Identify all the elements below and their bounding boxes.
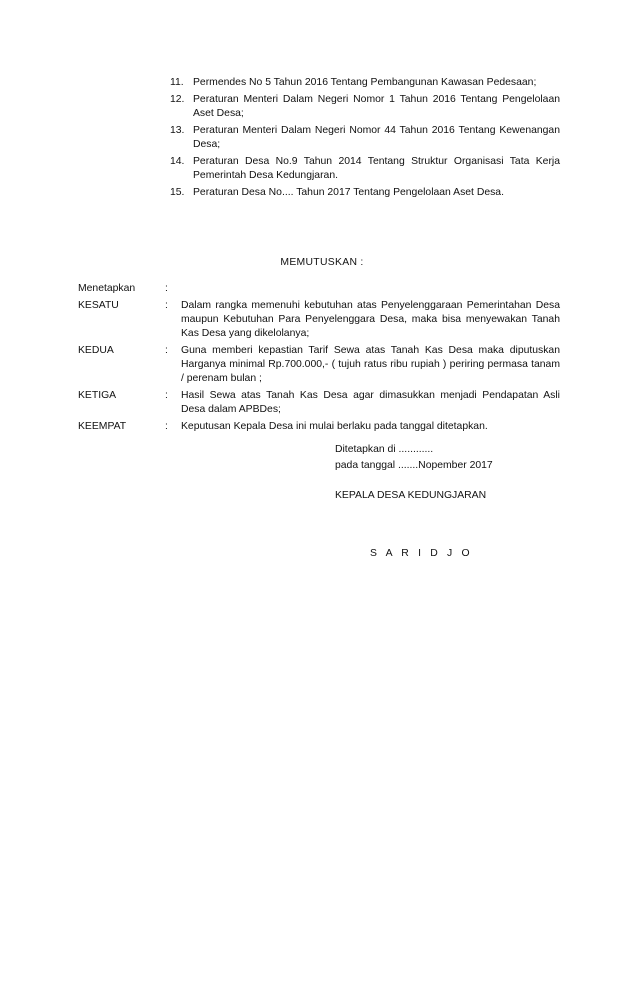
signature-place-line: Ditetapkan di ............ (335, 444, 434, 455)
decision-colon: : (165, 390, 168, 401)
reference-number: 12. (170, 94, 185, 105)
decision-title: MEMUTUSKAN : (280, 257, 364, 268)
reference-item (170, 186, 560, 200)
signature-date-line: pada tanggal .......Nopember 2017 (335, 460, 493, 471)
reference-text: Peraturan Menteri Dalam Negeri Nomor 44 Tahun 2016 Tentang Kewenangan Desa; (193, 125, 560, 150)
legal-references-list (170, 76, 560, 203)
decision-text: Hasil Sewa atas Tanah Kas Desa agar dimasukkan menjadi Pendapatan Asli Desa dalam APBDes; (181, 390, 560, 415)
reference-number: 14. (170, 156, 185, 167)
decision-row-kedua (78, 344, 560, 386)
signer-name: S A R I D J O (370, 548, 473, 559)
reference-text: Peraturan Menteri Dalam Negeri Nomor 1 Tahun 2016 Tentang Pengelolaan Aset Desa; (193, 94, 560, 119)
reference-item (170, 76, 560, 90)
reference-number: 13. (170, 125, 185, 136)
decision-row-ketiga (78, 389, 560, 417)
decision-row-kesatu (78, 299, 560, 341)
decisions-section (78, 282, 560, 437)
decision-colon: : (165, 345, 168, 356)
reference-text: Peraturan Desa No.... Tahun 2017 Tentang Pengelolaan Aset Desa. (193, 187, 504, 198)
decision-colon: : (165, 283, 168, 294)
decision-text: Keputusan Kepala Desa ini mulai berlaku pada tanggal ditetapkan. (181, 421, 488, 432)
decision-label: KEEMPAT (78, 421, 127, 432)
reference-item (170, 155, 560, 183)
decision-text: Dalam rangka memenuhi kebutuhan atas Penyelenggaraan Pemerintahan Desa maupun Kebutuhan Para Penyelenggara Desa, maka bisa menyewakan Tanah Kas Desa yang dikelolanya; (181, 300, 560, 339)
reference-text: Peraturan Desa No.9 Tahun 2014 Tentang Struktur Organisasi Tata Kerja Pemerintah Desa Kedungjaran. (193, 156, 560, 181)
decision-row-menetapkan (78, 282, 560, 296)
decision-text: Guna memberi kepastian Tarif Sewa atas Tanah Kas Desa maka diputuskan Harganya minimal Rp.700.000,- ( tujuh ratus ribu rupiah ) periring permasa tanam / perenam bulan ; (181, 345, 560, 384)
decision-label: Menetapkan (78, 283, 136, 294)
signature-office: KEPALA DESA KEDUNGJARAN (335, 490, 487, 501)
reference-number: 15. (170, 187, 185, 198)
reference-item (170, 93, 560, 121)
decision-row-keempat (78, 420, 560, 434)
decision-colon: : (165, 421, 168, 432)
decision-label: KEDUA (78, 345, 114, 356)
reference-number: 11. (170, 77, 184, 88)
decision-label: KESATU (78, 300, 119, 311)
reference-item (170, 124, 560, 152)
signature-block (335, 443, 565, 503)
decision-colon: : (165, 300, 168, 311)
decision-label: KETIGA (78, 390, 117, 401)
reference-text: Permendes No 5 Tahun 2016 Tentang Pembangunan Kawasan Pedesaan; (193, 77, 537, 88)
